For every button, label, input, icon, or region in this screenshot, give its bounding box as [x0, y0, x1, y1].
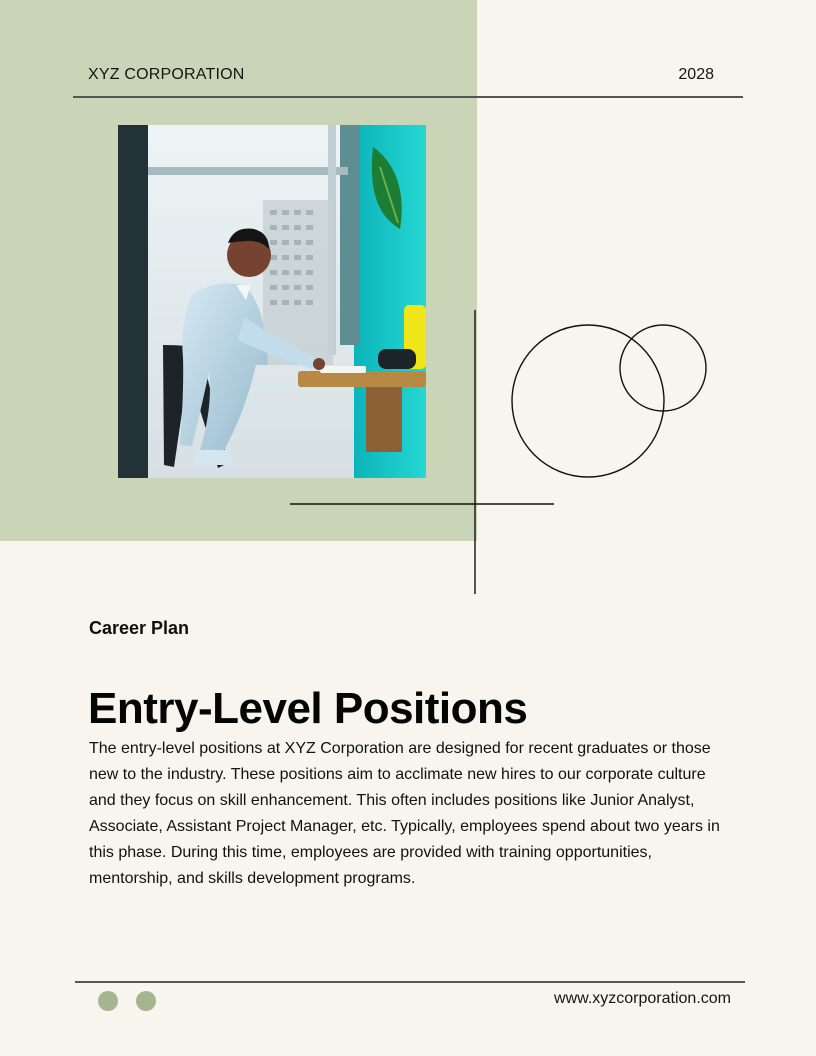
small-circle — [620, 325, 706, 411]
window-frame-right — [340, 125, 360, 345]
telephone — [378, 349, 416, 369]
suit-trousers — [193, 450, 234, 465]
company-name: XYZ CORPORATION — [88, 66, 245, 83]
section-label: Career Plan — [89, 618, 190, 638]
left-dark-panel — [118, 125, 148, 478]
header-divider — [73, 96, 743, 98]
keyboard — [320, 366, 366, 373]
document-year: 2028 — [678, 66, 714, 83]
footer-divider — [75, 981, 745, 983]
window-frame-horizontal — [148, 167, 348, 175]
large-circle — [512, 325, 664, 477]
decorative-dot — [136, 991, 156, 1011]
desk-top — [298, 371, 426, 387]
decorative-dot — [98, 991, 118, 1011]
page-title: Entry-Level Positions — [88, 684, 528, 734]
desk-drawer — [366, 387, 402, 452]
body-paragraph: The entry-level positions at XYZ Corporation are designed for recent graduates or those new to the industry. These positions aim to acclimate new hires to our corporate culture and they focus on skill enhancement. This often includes positions like Junior Analyst, Associate, Assistant Project Manager, etc. Typically, employees spend about two years in this phase. During this time, employees are provided with training opportunities, mentorship, and skills development programs. — [89, 740, 720, 887]
office-photo — [118, 125, 426, 478]
man-hand — [313, 358, 325, 370]
website-url: www.xyzcorporation.com — [554, 990, 731, 1007]
office-photo-illustration — [118, 125, 426, 478]
